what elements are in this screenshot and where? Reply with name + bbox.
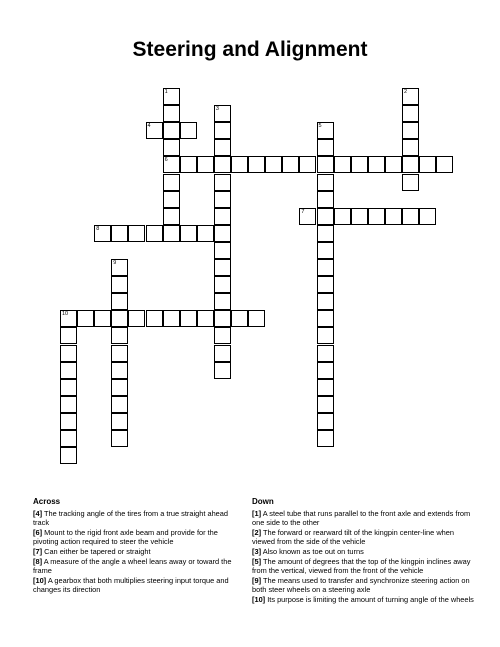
down-clue-list (252, 509, 474, 605)
grid-cell[interactable] (163, 174, 180, 191)
clue-label: [1] (252, 508, 262, 518)
grid-cell[interactable] (214, 156, 231, 173)
clue-text: Also known as toe out on turns (262, 546, 364, 556)
grid-cell[interactable] (60, 413, 77, 430)
grid-cell[interactable] (163, 310, 180, 327)
across-clue (33, 576, 245, 595)
grid-cell[interactable] (214, 174, 231, 191)
grid-cell[interactable] (419, 156, 436, 173)
grid-cell[interactable] (111, 430, 128, 447)
grid-cell[interactable] (317, 276, 334, 293)
grid-cell[interactable] (214, 105, 231, 122)
grid-cell[interactable] (197, 156, 214, 173)
grid-cell[interactable] (163, 122, 180, 139)
grid-cell[interactable] (60, 430, 77, 447)
grid-cell[interactable] (111, 225, 128, 242)
clue-text: A steel tube that runs parallel to the front axle and extends from one side to the other (252, 508, 471, 528)
grid-cell[interactable] (265, 156, 282, 173)
grid-cell[interactable] (282, 156, 299, 173)
grid-cell[interactable] (317, 139, 334, 156)
grid-cell[interactable] (317, 413, 334, 430)
grid-cell[interactable] (197, 225, 214, 242)
clue-number: 7 (301, 208, 305, 215)
grid-cell[interactable] (317, 327, 334, 344)
grid-cell[interactable] (77, 310, 94, 327)
grid-cell[interactable] (317, 156, 334, 173)
grid-cell[interactable] (214, 242, 231, 259)
clue-number: 5 (318, 123, 322, 130)
clue-label: [5] (252, 556, 262, 566)
grid-cell[interactable] (317, 310, 334, 327)
grid-cell[interactable] (163, 156, 180, 173)
grid-cell[interactable] (111, 362, 128, 379)
grid-cell[interactable] (60, 327, 77, 344)
clue-label: [4] (33, 508, 43, 518)
down-clue (252, 595, 474, 605)
down-clue (252, 509, 474, 528)
clue-number: 6 (164, 157, 168, 164)
grid-cell[interactable] (180, 225, 197, 242)
clue-label: [8] (33, 556, 43, 566)
grid-cell[interactable] (317, 293, 334, 310)
grid-cell[interactable] (214, 327, 231, 344)
grid-cell[interactable] (214, 191, 231, 208)
grid-cell[interactable] (402, 174, 419, 191)
grid-cell[interactable] (334, 208, 351, 225)
clue-label: [2] (252, 527, 262, 537)
grid-cell[interactable] (317, 122, 334, 139)
grid-cell[interactable] (248, 156, 265, 173)
grid-cell[interactable] (214, 276, 231, 293)
clue-text: A gearbox that both multiplies steering input torque and changes its direction (33, 575, 229, 595)
grid-cell[interactable] (163, 191, 180, 208)
grid-cell[interactable] (60, 379, 77, 396)
down-clue (252, 528, 474, 547)
grid-cell[interactable] (111, 396, 128, 413)
across-clue (33, 528, 245, 547)
grid-cell[interactable] (248, 310, 265, 327)
grid-cell[interactable] (60, 396, 77, 413)
grid-cell[interactable] (368, 208, 385, 225)
across-clue (33, 509, 245, 528)
grid-cell[interactable] (197, 310, 214, 327)
grid-cell[interactable] (317, 191, 334, 208)
grid-cell[interactable] (385, 156, 402, 173)
grid-cell[interactable] (214, 293, 231, 310)
grid-cell[interactable] (351, 156, 368, 173)
grid-cell[interactable] (146, 225, 163, 242)
grid-cell[interactable] (111, 293, 128, 310)
grid-cell[interactable] (402, 208, 419, 225)
grid-cell[interactable] (180, 310, 197, 327)
grid-cell[interactable] (146, 122, 163, 139)
grid-cell[interactable] (111, 413, 128, 430)
grid-cell[interactable] (214, 259, 231, 276)
down-clue (252, 576, 474, 595)
grid-cell[interactable] (402, 88, 419, 105)
grid-cell[interactable] (111, 327, 128, 344)
clue-label: [3] (252, 546, 262, 556)
grid-cell[interactable] (299, 208, 316, 225)
grid-cell[interactable] (128, 310, 145, 327)
across-heading: Across (33, 497, 61, 506)
grid-cell[interactable] (402, 156, 419, 173)
across-clue-list (33, 509, 245, 595)
grid-cell[interactable] (60, 345, 77, 362)
clue-text: A measure of the angle a wheel leans away or toward the frame (33, 556, 232, 576)
clue-text: The tracking angle of the tires from a true straight ahead track (33, 508, 229, 528)
grid-cell[interactable] (60, 447, 77, 464)
down-clue (252, 557, 474, 576)
grid-cell[interactable] (163, 139, 180, 156)
grid-cell[interactable] (214, 362, 231, 379)
grid-cell[interactable] (231, 156, 248, 173)
grid-cell[interactable] (214, 225, 231, 242)
grid-cell[interactable] (436, 156, 453, 173)
grid-cell[interactable] (317, 396, 334, 413)
grid-cell[interactable] (60, 310, 77, 327)
grid-cell[interactable] (214, 310, 231, 327)
grid-cell[interactable] (111, 276, 128, 293)
grid-cell[interactable] (214, 345, 231, 362)
clue-text: The forward or rearward tilt of the kingpin center-line when viewed from the side of the vehicle (252, 527, 454, 547)
across-clues (33, 497, 245, 595)
grid-cell[interactable] (180, 156, 197, 173)
clue-label: [10] (252, 594, 266, 604)
clue-number: 3 (215, 106, 219, 113)
grid-cell[interactable] (214, 208, 231, 225)
clue-label: [7] (33, 546, 43, 556)
grid-cell[interactable] (94, 225, 111, 242)
clue-number: 8 (96, 225, 100, 232)
grid-cell[interactable] (317, 362, 334, 379)
grid-cell[interactable] (214, 139, 231, 156)
grid-cell[interactable] (317, 208, 334, 225)
grid-cell[interactable] (317, 345, 334, 362)
clue-text: Its purpose is limiting the amount of turning angle of the wheels (267, 594, 474, 604)
grid-cell[interactable] (111, 259, 128, 276)
down-heading: Down (252, 497, 274, 506)
grid-cell[interactable] (163, 88, 180, 105)
across-clue (33, 547, 245, 557)
clue-text: Mount to the rigid front axle beam and provide for the pivoting action required to steer the vehicle (33, 527, 218, 547)
grid-cell[interactable] (231, 310, 248, 327)
clue-label: [6] (33, 527, 43, 537)
grid-cell[interactable] (419, 208, 436, 225)
grid-cell[interactable] (163, 105, 180, 122)
clue-number: 1 (164, 89, 168, 95)
grid-cell[interactable] (111, 310, 128, 327)
clue-text: The amount of degrees that the top of the kingpin inclines away from the vertical, viewed from the front of the vehicle (252, 556, 471, 576)
grid-cell[interactable] (385, 208, 402, 225)
grid-cell[interactable] (317, 430, 334, 447)
grid-cell[interactable] (317, 379, 334, 396)
grid-cell[interactable] (317, 174, 334, 191)
grid-cell[interactable] (334, 156, 351, 173)
grid-cell[interactable] (368, 156, 385, 173)
grid-cell[interactable] (402, 105, 419, 122)
grid-cell[interactable] (180, 122, 197, 139)
grid-cell[interactable] (317, 242, 334, 259)
grid-cell[interactable] (111, 379, 128, 396)
clue-number: 4 (147, 123, 151, 130)
down-clues (252, 497, 474, 605)
grid-cell[interactable] (317, 259, 334, 276)
grid-cell[interactable] (214, 122, 231, 139)
grid-cell[interactable] (163, 208, 180, 225)
grid-cell[interactable] (402, 122, 419, 139)
puzzle-title: Steering and Alignment (132, 38, 368, 61)
grid-cell[interactable] (146, 310, 163, 327)
clue-number: 10 (62, 311, 69, 318)
clue-label: [10] (33, 575, 47, 585)
down-clue (252, 547, 474, 557)
grid-cell[interactable] (163, 225, 180, 242)
clue-text: Can either be tapered or straight (44, 546, 151, 556)
grid-cell[interactable] (317, 225, 334, 242)
grid-cell[interactable] (60, 362, 77, 379)
clue-text: The means used to transfer and synchronize steering action on both steer wheels on a steering axle (252, 575, 470, 595)
across-clue (33, 557, 245, 576)
grid-cell[interactable] (299, 156, 316, 173)
clue-number: 9 (113, 260, 117, 266)
grid-cell[interactable] (402, 139, 419, 156)
grid-cell[interactable] (128, 225, 145, 242)
clue-number: 2 (404, 89, 408, 95)
grid-cell[interactable] (351, 208, 368, 225)
grid-cell[interactable] (94, 310, 111, 327)
clue-label: [9] (252, 575, 262, 585)
grid-cell[interactable] (111, 345, 128, 362)
